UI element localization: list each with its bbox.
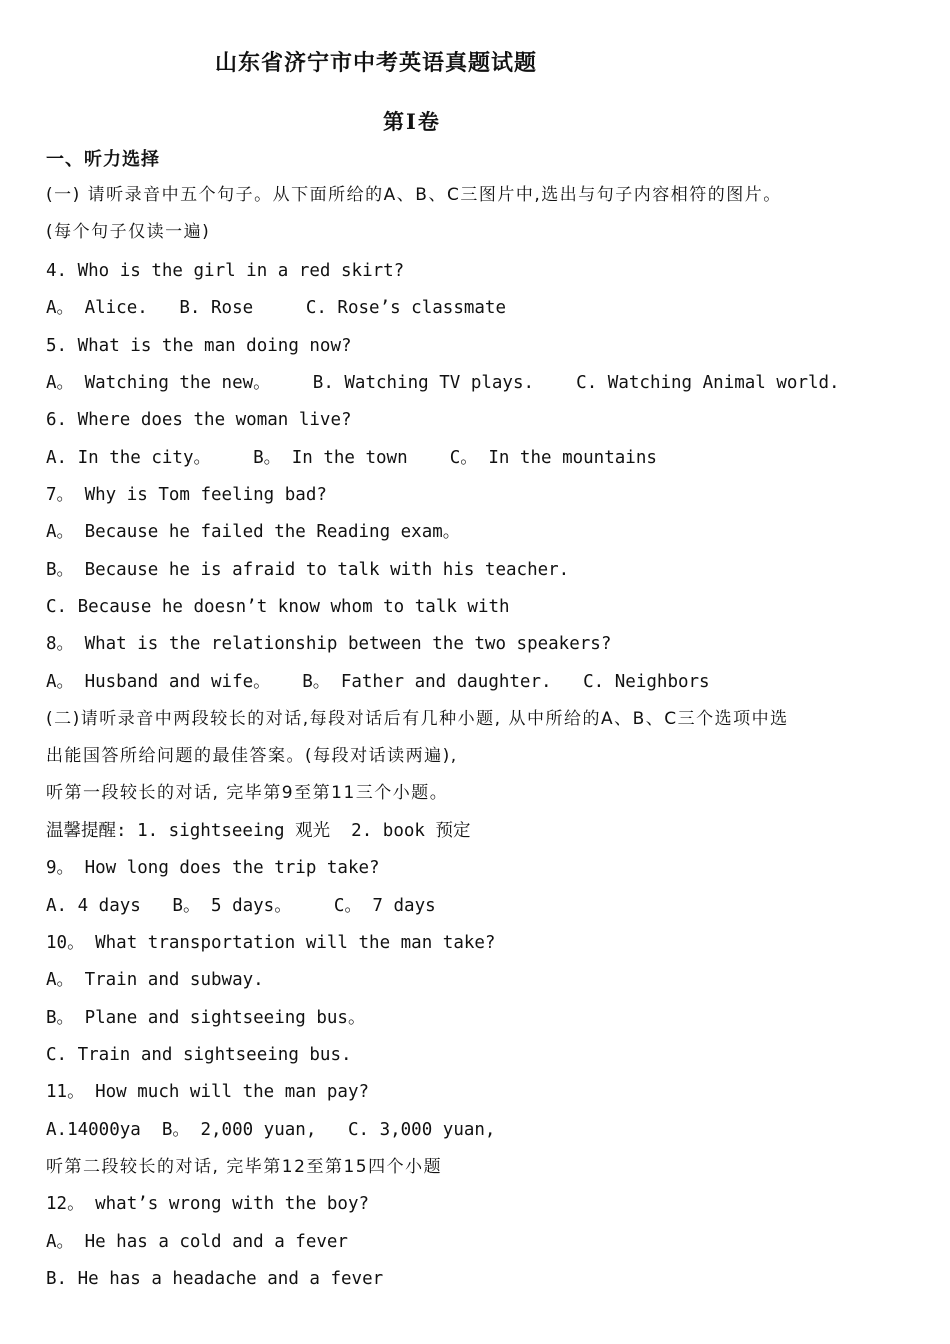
question-line: 8。 What is the relationship between the two speakers? xyxy=(46,634,612,654)
option-line: C. Train and sightseeing bus. xyxy=(46,1045,352,1065)
option-line: B。 Because he is afraid to talk with his teacher. xyxy=(46,560,570,580)
instruction-line: 出能国答所给问题的最佳答案。(每段对话读两遍), xyxy=(46,746,458,766)
instruction-line: 听第二段较长的对话, 完毕第12至第15四个小题 xyxy=(46,1157,443,1177)
document-title: 山东省济宁市中考英语真题试题 xyxy=(215,50,538,76)
instruction-line: (一) 请听录音中五个句子。从下面所给的A、B、C三图片中,选出与句子内容相符的图片。 xyxy=(46,185,782,205)
option-line: B。 Plane and sightseeing bus。 xyxy=(46,1008,366,1028)
instruction-line: (二)请听录音中两段较长的对话,每段对话后有几种小题, 从中所给的A、B、C三个选项中选 xyxy=(46,709,789,729)
option-line: A. In the city。 B。 In the town C。 In the mountains xyxy=(46,448,657,468)
question-line: 11。 How much will the man pay? xyxy=(46,1082,370,1102)
option-line: A. 4 days B。 5 days。 C。 7 days xyxy=(46,896,436,916)
option-line: A。 Train and subway. xyxy=(46,970,264,990)
volume-heading: 第Ⅰ卷 xyxy=(383,109,441,134)
section-heading: 一、听力选择 xyxy=(46,149,160,170)
tip-line: 温馨提醒: 1. sightseeing 观光 2. book 预定 xyxy=(46,821,471,841)
option-line: A。 Watching the new。 B. Watching TV plays. C. Watching Animal world. xyxy=(46,373,840,393)
question-line: 10。 What transportation will the man take? xyxy=(46,933,496,953)
option-line: B. He has a headache and a fever xyxy=(46,1269,384,1289)
question-line: 12。 what’s wrong with the boy? xyxy=(46,1194,370,1214)
option-line: C. Because he doesn’t know whom to talk with xyxy=(46,597,510,617)
option-line: A。 Alice. B. Rose C. Rose’s classmate xyxy=(46,298,507,318)
option-line: A。 He has a cold and a fever xyxy=(46,1232,348,1252)
question-line: 5. What is the man doing now? xyxy=(46,336,352,356)
option-line: A。 Husband and wife。 B。 Father and daughter. C. Neighbors xyxy=(46,672,710,692)
instruction-line: 听第一段较长的对话, 完毕第9至第11三个小题。 xyxy=(46,783,449,803)
question-line: 7。 Why is Tom feeling bad? xyxy=(46,485,327,505)
instruction-line: (每个句子仅读一遍) xyxy=(46,222,211,242)
option-line: A。 Because he failed the Reading exam。 xyxy=(46,522,461,542)
question-line: 9。 How long does the trip take? xyxy=(46,858,380,878)
option-line: A.14000ya B。 2,000 yuan, C. 3,000 yuan, xyxy=(46,1120,496,1140)
question-line: 6. Where does the woman live? xyxy=(46,410,352,430)
question-line: 4. Who is the girl in a red skirt? xyxy=(46,261,405,281)
